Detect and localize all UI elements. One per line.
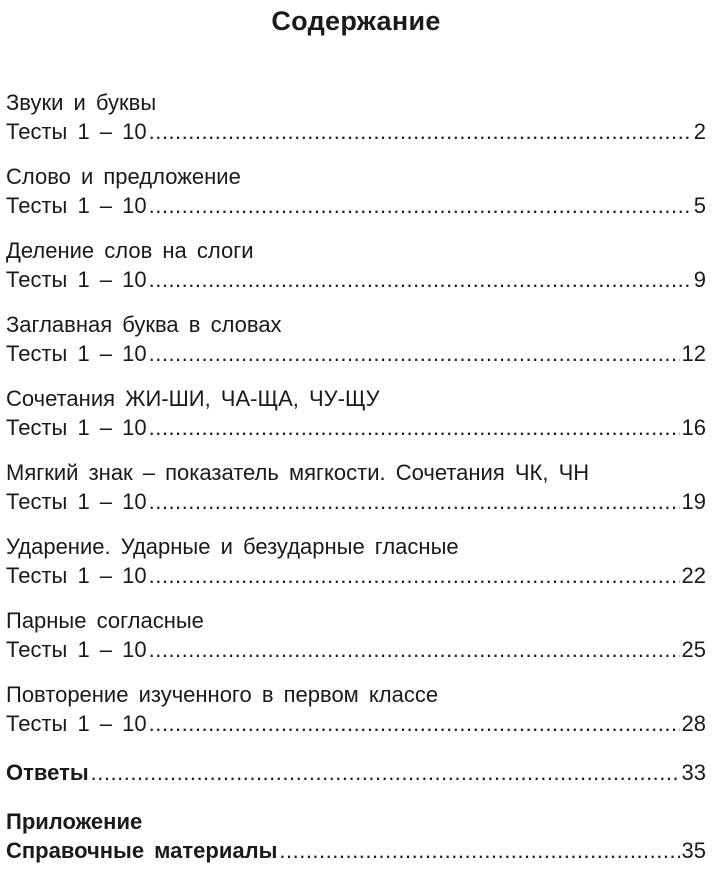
- toc-page-number: 9: [693, 267, 706, 292]
- dot-leader: [149, 561, 680, 590]
- toc-entry-line: [6, 339, 706, 368]
- toc-page-number: 25: [681, 637, 706, 662]
- toc-page-number: 33: [681, 760, 706, 785]
- dot-leader: [149, 265, 692, 294]
- toc-entry-heading: Мягкий знак – показатель мягкости. Сочетания ЧК, ЧН: [6, 460, 590, 485]
- toc-entry-label: Тесты 1 – 10: [6, 637, 147, 662]
- dot-leader: [91, 758, 680, 787]
- toc-page-number: 22: [681, 563, 706, 588]
- page-title: Содержание: [271, 6, 441, 36]
- toc-list: [6, 88, 706, 881]
- toc-page-number: 2: [693, 119, 706, 144]
- toc-entry-heading: Повторение изученного в первом классе: [6, 682, 439, 707]
- toc-entry: [6, 88, 706, 146]
- toc-page-number: 16: [681, 415, 706, 440]
- toc-page-number: 5: [693, 193, 706, 218]
- toc-entry-line: [6, 413, 706, 442]
- toc-entry-heading: Парные согласные: [6, 608, 204, 633]
- toc-entry-label: Тесты 1 – 10: [6, 193, 147, 218]
- toc-page-number: 12: [681, 341, 706, 366]
- dot-leader: [279, 836, 679, 865]
- dot-leader: [149, 487, 680, 516]
- toc-entry-heading: Приложение: [6, 809, 143, 834]
- toc-entry-label: Тесты 1 – 10: [6, 711, 147, 736]
- toc-entry-label: Ответы: [6, 760, 89, 785]
- toc-entry-label: Тесты 1 – 10: [6, 341, 147, 366]
- toc-entry-line: [6, 635, 706, 664]
- toc-entry-line: [6, 709, 706, 738]
- toc-entry: [6, 606, 706, 664]
- dot-leader: [149, 191, 692, 220]
- toc-entry: [6, 310, 706, 368]
- toc-entry-heading: Деление слов на слоги: [6, 238, 254, 263]
- toc-entry: [6, 384, 706, 442]
- toc-entry: [6, 532, 706, 590]
- toc-entry-label: Тесты 1 – 10: [6, 489, 147, 514]
- toc-entry-label: Тесты 1 – 10: [6, 563, 147, 588]
- toc-page-number: 28: [681, 711, 706, 736]
- toc-entry-appendix: [6, 807, 706, 865]
- toc-entry-line: [6, 191, 706, 220]
- dot-leader: [149, 635, 680, 664]
- toc-entry-heading: Слово и предложение: [6, 164, 241, 189]
- toc-entry-label: Справочные материалы: [6, 838, 278, 863]
- toc-entry-line: [6, 836, 706, 865]
- toc-entry-label: Тесты 1 – 10: [6, 267, 147, 292]
- toc-entry-label: Тесты 1 – 10: [6, 415, 147, 440]
- toc-entry-line: [6, 487, 706, 516]
- toc-entry-line: [6, 758, 706, 787]
- toc-entry-line: [6, 561, 706, 590]
- toc-entry-heading: Сочетания ЖИ-ШИ, ЧА-ЩА, ЧУ-ЩУ: [6, 386, 380, 411]
- toc-entry: [6, 680, 706, 738]
- dot-leader: [149, 413, 680, 442]
- toc-page-number: 35: [681, 838, 706, 863]
- toc-entry: [6, 458, 706, 516]
- toc-entry-heading: Звуки и буквы: [6, 90, 157, 115]
- toc-entry-line: [6, 265, 706, 294]
- dot-leader: [149, 709, 680, 738]
- toc-entry-heading: Ударение. Ударные и безударные гласные: [6, 534, 459, 559]
- toc-entry-label: Тесты 1 – 10: [6, 119, 147, 144]
- toc-entry-line: [6, 117, 706, 146]
- toc-entry-heading: Заглавная буква в словах: [6, 312, 282, 337]
- toc-entry: [6, 236, 706, 294]
- toc-entry: [6, 162, 706, 220]
- toc-page-number: 19: [681, 489, 706, 514]
- toc-entry-answers: [6, 758, 706, 787]
- dot-leader: [149, 117, 692, 146]
- dot-leader: [149, 339, 680, 368]
